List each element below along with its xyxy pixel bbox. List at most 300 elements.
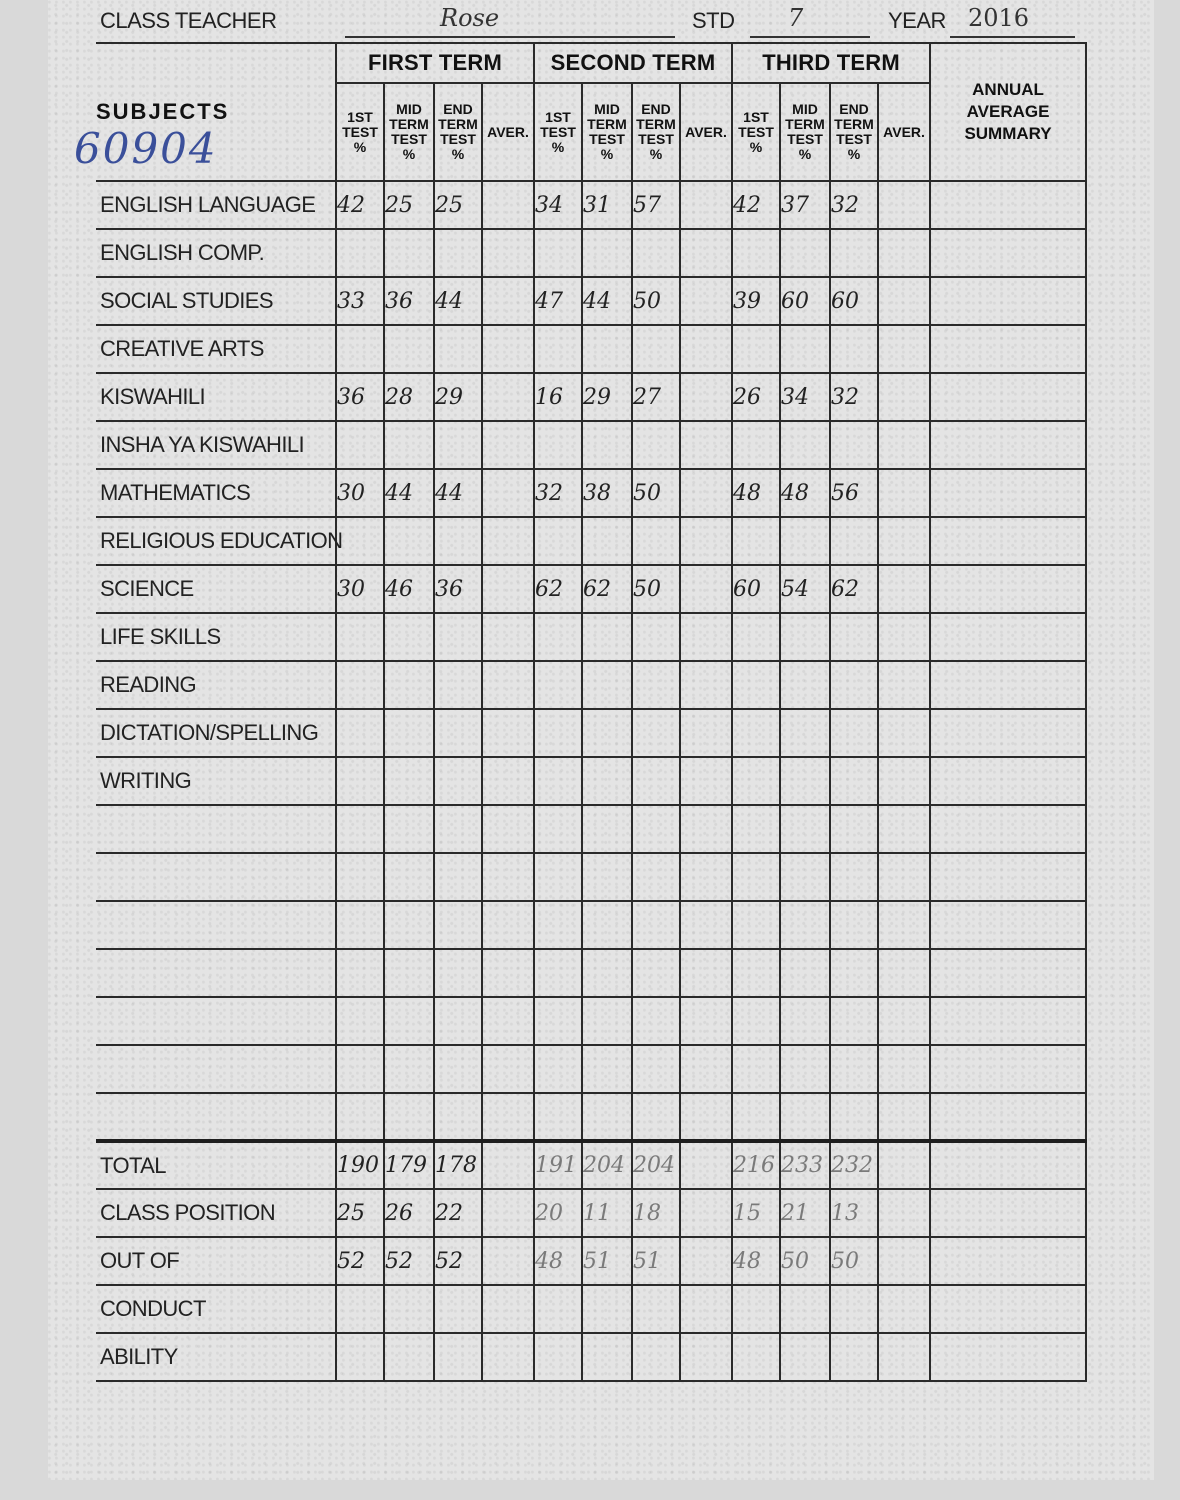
- mark-cell: [680, 901, 732, 949]
- mark-cell: 178: [434, 1141, 482, 1189]
- mark-cell: 204: [632, 1141, 680, 1189]
- mark-cell: [878, 1141, 930, 1189]
- mark-cell: [780, 613, 830, 661]
- mark-cell: [482, 805, 534, 853]
- term-header-first: FIRST TERM: [336, 43, 534, 83]
- mark-cell: [732, 757, 780, 805]
- mark-cell: [582, 1285, 632, 1333]
- mark-cell: [680, 1045, 732, 1093]
- mark-cell: [732, 949, 780, 997]
- table-row: [96, 1141, 1086, 1189]
- mark-cell: [780, 229, 830, 277]
- mark-cell: [732, 325, 780, 373]
- mark-cell: [336, 949, 384, 997]
- mark-cell: [482, 1141, 534, 1189]
- table-row: [96, 757, 1086, 805]
- table-row: [96, 1093, 1086, 1141]
- mark-cell: [830, 1285, 878, 1333]
- mark-cell: [384, 757, 434, 805]
- mark-cell: [482, 1093, 534, 1141]
- mark-cell: [878, 805, 930, 853]
- mark-cell: 62: [830, 565, 878, 613]
- table-row: [96, 997, 1086, 1045]
- mark-cell: [582, 949, 632, 997]
- mark-cell: [582, 1333, 632, 1381]
- mark-cell: [482, 1189, 534, 1237]
- subject-label: OUT OF: [96, 1237, 336, 1285]
- subject-label: [96, 901, 336, 949]
- annual-average-cell: [930, 1237, 1086, 1285]
- table-row: [96, 325, 1086, 373]
- mark-cell: [680, 229, 732, 277]
- mark-cell: 25: [434, 181, 482, 229]
- mark-cell: 42: [732, 181, 780, 229]
- mark-cell: [482, 373, 534, 421]
- mark-cell: [680, 1333, 732, 1381]
- mark-cell: [336, 661, 384, 709]
- mark-cell: 15: [732, 1189, 780, 1237]
- mark-cell: 48: [534, 1237, 582, 1285]
- mark-cell: [680, 1189, 732, 1237]
- mark-cell: [534, 757, 582, 805]
- mark-cell: [336, 997, 384, 1045]
- mark-cell: [830, 949, 878, 997]
- mark-cell: [830, 661, 878, 709]
- mark-cell: [434, 421, 482, 469]
- subject-label: ABILITY: [96, 1333, 336, 1381]
- mark-cell: 38: [582, 469, 632, 517]
- annual-average-cell: [930, 1093, 1086, 1141]
- mark-cell: [434, 661, 482, 709]
- mark-cell: 46: [384, 565, 434, 613]
- annual-average-cell: [930, 373, 1086, 421]
- mark-cell: [482, 853, 534, 901]
- mark-cell: [384, 325, 434, 373]
- mark-cell: [878, 1237, 930, 1285]
- annual-average-cell: [930, 757, 1086, 805]
- mark-cell: [878, 757, 930, 805]
- mark-cell: 57: [632, 181, 680, 229]
- annual-average-cell: [930, 1285, 1086, 1333]
- mark-cell: 30: [336, 469, 384, 517]
- mark-cell: [336, 805, 384, 853]
- mark-cell: 62: [534, 565, 582, 613]
- class-teacher-underline: [345, 36, 675, 38]
- mark-cell: [680, 373, 732, 421]
- mark-cell: 34: [780, 373, 830, 421]
- mark-cell: [482, 517, 534, 565]
- mark-cell: 27: [632, 373, 680, 421]
- mark-cell: 32: [830, 373, 878, 421]
- mark-cell: 52: [336, 1237, 384, 1285]
- mark-cell: [780, 1093, 830, 1141]
- mark-cell: [534, 1285, 582, 1333]
- std-underline: [750, 36, 870, 38]
- mark-cell: [336, 1285, 384, 1333]
- mark-cell: [434, 517, 482, 565]
- annual-average-header: ANNUAL AVERAGE SUMMARY: [930, 43, 1086, 181]
- table-row: [96, 853, 1086, 901]
- table-row: [96, 661, 1086, 709]
- mark-cell: [534, 709, 582, 757]
- mark-cell: [878, 1093, 930, 1141]
- mark-cell: [830, 325, 878, 373]
- mark-cell: [830, 709, 878, 757]
- mark-cell: [878, 181, 930, 229]
- mark-cell: [780, 853, 830, 901]
- mark-cell: 36: [336, 373, 384, 421]
- annual-average-cell: [930, 325, 1086, 373]
- mark-cell: [878, 421, 930, 469]
- mark-cell: [780, 517, 830, 565]
- mark-cell: [434, 229, 482, 277]
- mark-cell: [680, 565, 732, 613]
- mark-cell: 33: [336, 277, 384, 325]
- mark-cell: [482, 1285, 534, 1333]
- mark-cell: [680, 661, 732, 709]
- annual-average-cell: [930, 949, 1086, 997]
- mark-cell: [482, 325, 534, 373]
- mark-cell: [732, 1045, 780, 1093]
- mark-cell: 50: [780, 1237, 830, 1285]
- column-header-first-term-average: AVER.: [482, 83, 534, 181]
- mark-cell: 25: [384, 181, 434, 229]
- annual-average-cell: [930, 469, 1086, 517]
- mark-cell: 216: [732, 1141, 780, 1189]
- mark-cell: 50: [632, 277, 680, 325]
- mark-cell: 13: [830, 1189, 878, 1237]
- table-row: [96, 1189, 1086, 1237]
- mark-cell: [632, 949, 680, 997]
- mark-cell: [780, 709, 830, 757]
- mark-cell: 47: [534, 277, 582, 325]
- mark-cell: [680, 949, 732, 997]
- mark-cell: [336, 1333, 384, 1381]
- mark-cell: 34: [534, 181, 582, 229]
- mark-cell: [534, 949, 582, 997]
- mark-cell: [434, 1285, 482, 1333]
- mark-cell: [878, 661, 930, 709]
- mark-cell: [878, 1189, 930, 1237]
- mark-cell: 16: [534, 373, 582, 421]
- mark-cell: [632, 325, 680, 373]
- std-label: STD: [692, 8, 735, 33]
- mark-cell: [434, 1093, 482, 1141]
- mark-cell: 50: [830, 1237, 878, 1285]
- subject-label: KISWAHILI: [96, 373, 336, 421]
- column-header-first-term-mid-term-test: MID TERM TEST %: [384, 83, 434, 181]
- mark-cell: [384, 1093, 434, 1141]
- mark-cell: [434, 613, 482, 661]
- mark-cell: [336, 1093, 384, 1141]
- column-header-second-term-average: AVER.: [680, 83, 732, 181]
- mark-cell: [384, 901, 434, 949]
- mark-cell: [482, 997, 534, 1045]
- mark-cell: [336, 853, 384, 901]
- table-row: [96, 949, 1086, 997]
- mark-cell: [878, 949, 930, 997]
- subject-label: [96, 805, 336, 853]
- mark-cell: [732, 1285, 780, 1333]
- mark-cell: [632, 1045, 680, 1093]
- mark-cell: [534, 229, 582, 277]
- mark-cell: [830, 901, 878, 949]
- mark-cell: [582, 229, 632, 277]
- mark-cell: [434, 709, 482, 757]
- subject-label: READING: [96, 661, 336, 709]
- mark-cell: [336, 517, 384, 565]
- mark-cell: [632, 709, 680, 757]
- annual-average-cell: [930, 517, 1086, 565]
- column-header-second-term-mid-term-test: MID TERM TEST %: [582, 83, 632, 181]
- mark-cell: [680, 613, 732, 661]
- mark-cell: [680, 421, 732, 469]
- annual-average-cell: [930, 613, 1086, 661]
- mark-cell: [482, 613, 534, 661]
- mark-cell: [878, 229, 930, 277]
- mark-cell: [482, 709, 534, 757]
- mark-cell: [780, 1333, 830, 1381]
- mark-cell: [878, 517, 930, 565]
- mark-cell: 52: [384, 1237, 434, 1285]
- mark-cell: [732, 805, 780, 853]
- mark-cell: 191: [534, 1141, 582, 1189]
- annual-average-cell: [930, 901, 1086, 949]
- table-row: [96, 1285, 1086, 1333]
- mark-cell: [680, 277, 732, 325]
- mark-cell: 22: [434, 1189, 482, 1237]
- mark-cell: [582, 901, 632, 949]
- mark-cell: [434, 1045, 482, 1093]
- table-row: [96, 469, 1086, 517]
- mark-cell: 52: [434, 1237, 482, 1285]
- mark-cell: [780, 997, 830, 1045]
- mark-cell: 11: [582, 1189, 632, 1237]
- mark-cell: [482, 1045, 534, 1093]
- annual-average-cell: [930, 853, 1086, 901]
- column-header-third-term-1st-test: 1ST TEST %: [732, 83, 780, 181]
- mark-cell: 62: [582, 565, 632, 613]
- mark-cell: 30: [336, 565, 384, 613]
- mark-cell: [384, 229, 434, 277]
- subjects-header-label: SUBJECTS: [96, 99, 230, 124]
- mark-cell: [434, 757, 482, 805]
- mark-cell: [830, 229, 878, 277]
- mark-cell: [680, 1093, 732, 1141]
- mark-cell: [384, 1333, 434, 1381]
- mark-cell: [732, 517, 780, 565]
- mark-cell: [878, 997, 930, 1045]
- mark-cell: [878, 325, 930, 373]
- mark-cell: [434, 949, 482, 997]
- mark-cell: [732, 709, 780, 757]
- mark-cell: [632, 613, 680, 661]
- mark-cell: 50: [632, 469, 680, 517]
- mark-cell: [878, 469, 930, 517]
- mark-cell: [830, 613, 878, 661]
- subjects-header: [74, 43, 336, 181]
- annual-average-cell: [930, 1189, 1086, 1237]
- mark-cell: [830, 517, 878, 565]
- annual-average-cell: [930, 805, 1086, 853]
- mark-cell: [780, 757, 830, 805]
- mark-cell: [482, 1237, 534, 1285]
- mark-cell: 44: [384, 469, 434, 517]
- mark-cell: 54: [780, 565, 830, 613]
- table-row: [96, 517, 1086, 565]
- mark-cell: [732, 229, 780, 277]
- mark-cell: [582, 997, 632, 1045]
- annual-average-cell: [930, 229, 1086, 277]
- mark-cell: [878, 709, 930, 757]
- subject-label: RELIGIOUS EDUCATION: [96, 517, 336, 565]
- class-teacher-value: Rose: [440, 4, 500, 32]
- mark-cell: [582, 853, 632, 901]
- mark-cell: [878, 373, 930, 421]
- mark-cell: [632, 1093, 680, 1141]
- mark-cell: 44: [434, 277, 482, 325]
- mark-cell: [534, 517, 582, 565]
- mark-cell: [582, 1093, 632, 1141]
- mark-cell: [830, 421, 878, 469]
- subject-label: CONDUCT: [96, 1285, 336, 1333]
- mark-cell: [632, 517, 680, 565]
- mark-cell: [534, 661, 582, 709]
- mark-cell: 32: [830, 181, 878, 229]
- annual-average-cell: [930, 997, 1086, 1045]
- mark-cell: [632, 229, 680, 277]
- mark-cell: [434, 325, 482, 373]
- mark-cell: [878, 613, 930, 661]
- mark-cell: [680, 757, 732, 805]
- mark-cell: [336, 901, 384, 949]
- subject-label: ENGLISH COMP.: [96, 229, 336, 277]
- mark-cell: [336, 613, 384, 661]
- mark-cell: 18: [632, 1189, 680, 1237]
- mark-cell: 50: [632, 565, 680, 613]
- mark-cell: [534, 853, 582, 901]
- mark-cell: [632, 853, 680, 901]
- mark-cell: [582, 421, 632, 469]
- mark-cell: 179: [384, 1141, 434, 1189]
- subject-label: WRITING: [96, 757, 336, 805]
- mark-cell: [780, 1045, 830, 1093]
- mark-cell: 25: [336, 1189, 384, 1237]
- mark-cell: [434, 853, 482, 901]
- mark-cell: [680, 805, 732, 853]
- annual-average-cell: [930, 709, 1086, 757]
- annual-average-cell: [930, 181, 1086, 229]
- subject-label: [96, 997, 336, 1045]
- mark-cell: [632, 997, 680, 1045]
- mark-cell: [534, 997, 582, 1045]
- mark-cell: [482, 1333, 534, 1381]
- annual-average-cell: [930, 1045, 1086, 1093]
- mark-cell: 28: [384, 373, 434, 421]
- table-row: [96, 1237, 1086, 1285]
- mark-cell: 51: [582, 1237, 632, 1285]
- mark-cell: 48: [732, 469, 780, 517]
- annual-average-cell: [930, 277, 1086, 325]
- mark-cell: [336, 229, 384, 277]
- mark-cell: 26: [732, 373, 780, 421]
- mark-cell: 44: [434, 469, 482, 517]
- mark-cell: [732, 1333, 780, 1381]
- mark-cell: [780, 661, 830, 709]
- table-row: [96, 1045, 1086, 1093]
- mark-cell: [732, 421, 780, 469]
- term-header-second: SECOND TERM: [534, 43, 732, 83]
- table-row: [96, 805, 1086, 853]
- mark-cell: [830, 757, 878, 805]
- mark-cell: [878, 277, 930, 325]
- mark-cell: 233: [780, 1141, 830, 1189]
- mark-cell: [878, 901, 930, 949]
- mark-cell: [732, 613, 780, 661]
- annual-average-cell: [930, 421, 1086, 469]
- mark-cell: 51: [632, 1237, 680, 1285]
- mark-cell: [582, 805, 632, 853]
- mark-cell: [732, 901, 780, 949]
- table-row: [96, 709, 1086, 757]
- annual-average-cell: [930, 1333, 1086, 1381]
- mark-cell: [680, 997, 732, 1045]
- mark-cell: 48: [732, 1237, 780, 1285]
- mark-cell: [534, 1333, 582, 1381]
- column-header-third-term-end-term-test: END TERM TEST %: [830, 83, 878, 181]
- subject-label: ENGLISH LANGUAGE: [96, 181, 336, 229]
- mark-cell: [434, 1333, 482, 1381]
- mark-cell: [780, 805, 830, 853]
- mark-cell: [878, 1285, 930, 1333]
- mark-cell: [384, 853, 434, 901]
- mark-cell: 26: [384, 1189, 434, 1237]
- table-row: [96, 229, 1086, 277]
- mark-cell: [732, 853, 780, 901]
- mark-cell: 36: [434, 565, 482, 613]
- annual-average-cell: [930, 565, 1086, 613]
- mark-cell: [482, 757, 534, 805]
- subject-label: [96, 1045, 336, 1093]
- subject-label: TOTAL: [96, 1141, 336, 1189]
- mark-cell: 56: [830, 469, 878, 517]
- year-underline: [950, 36, 1075, 38]
- mark-cell: [434, 901, 482, 949]
- mark-cell: [632, 1333, 680, 1381]
- mark-cell: [632, 805, 680, 853]
- mark-cell: [732, 1093, 780, 1141]
- table-row: [96, 901, 1086, 949]
- table-row: [96, 277, 1086, 325]
- mark-cell: 48: [780, 469, 830, 517]
- mark-cell: 29: [434, 373, 482, 421]
- year-label: YEAR: [888, 8, 946, 33]
- mark-cell: [482, 661, 534, 709]
- mark-cell: 37: [780, 181, 830, 229]
- subject-label: CLASS POSITION: [96, 1189, 336, 1237]
- column-header-second-term-end-term-test: END TERM TEST %: [632, 83, 680, 181]
- column-header-third-term-average: AVER.: [878, 83, 930, 181]
- mark-cell: [830, 997, 878, 1045]
- mark-cell: [384, 709, 434, 757]
- table-row: [96, 613, 1086, 661]
- column-header-third-term-mid-term-test: MID TERM TEST %: [780, 83, 830, 181]
- mark-cell: [830, 1045, 878, 1093]
- mark-cell: 31: [582, 181, 632, 229]
- mark-cell: [384, 517, 434, 565]
- mark-cell: [582, 517, 632, 565]
- mark-cell: 32: [534, 469, 582, 517]
